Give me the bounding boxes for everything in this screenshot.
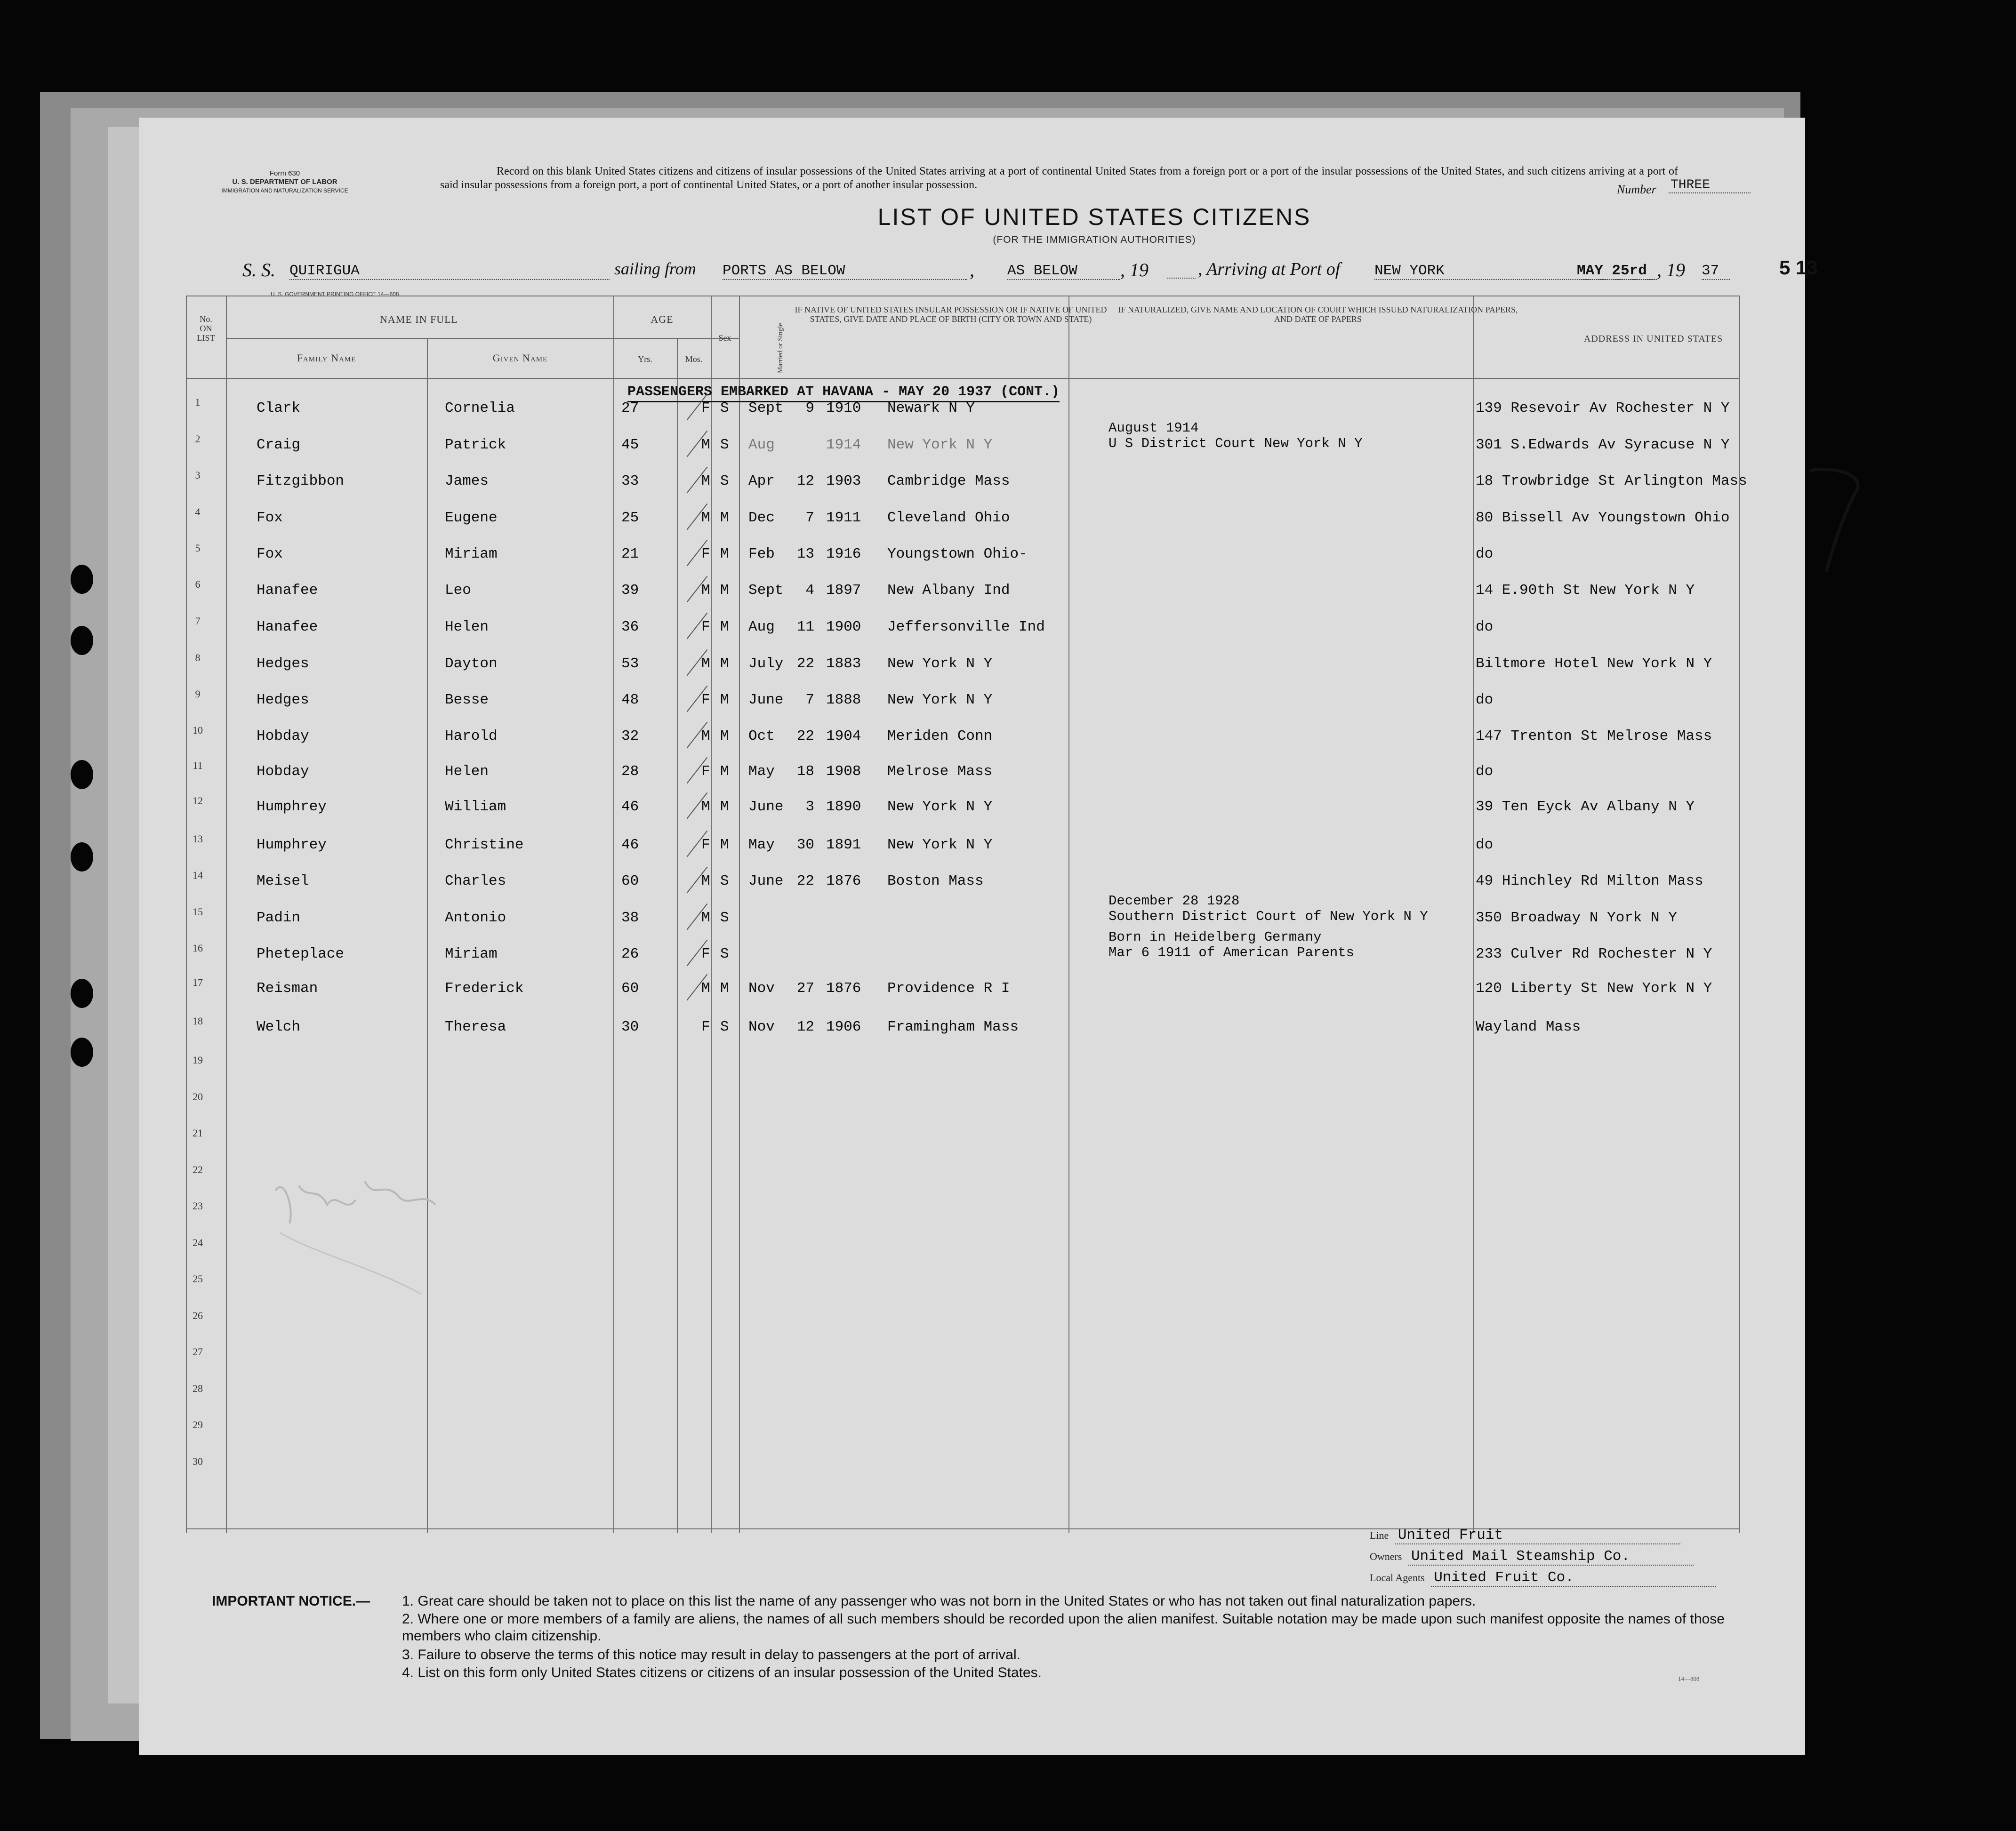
birth-month: Apr: [748, 473, 775, 489]
family-name: Hedges: [257, 692, 309, 708]
header-years: Yrs.: [638, 354, 652, 364]
age-years: 48: [621, 692, 639, 708]
naturalization-line-1: December 28 1928: [1108, 893, 1240, 909]
line-number: 2: [195, 433, 201, 445]
agents-field: [1370, 1569, 1716, 1587]
birth-month: Sept: [748, 582, 784, 599]
birth-place: Youngstown Ohio-: [887, 546, 1028, 562]
address: do: [1476, 837, 1494, 853]
married-single: M: [720, 692, 729, 708]
age-years: 28: [621, 763, 639, 780]
married-single: M: [720, 728, 729, 744]
sailing-label: sailing from: [614, 259, 696, 278]
notice-item-3: 3. Failure to observe the terms of this notice may result in delay to passengers at the port of arrival.: [402, 1647, 1020, 1663]
line-number: 7: [195, 615, 201, 627]
margin-pen-mark: [1807, 466, 1873, 574]
family-name: Humphrey: [257, 799, 327, 815]
arrival-year: 37: [1702, 263, 1730, 280]
given-name: Dayton: [445, 656, 498, 672]
birth-day: 7: [805, 510, 814, 526]
line-number: 12: [193, 795, 203, 807]
birth-month: Feb: [748, 546, 775, 562]
header-given-name: Given Name: [492, 352, 548, 364]
birth-month: Nov: [748, 980, 775, 997]
birth-place: New York N Y: [887, 437, 993, 453]
sex: M: [701, 656, 710, 672]
birth-day: 27: [796, 980, 814, 997]
line-number: 4: [195, 506, 201, 518]
birth-day: 30: [796, 837, 814, 853]
punch-hole: [71, 979, 93, 1008]
agents-label: Local Agents: [1370, 1572, 1425, 1583]
sex: M: [701, 799, 710, 815]
birth-place: Newark N Y: [887, 400, 975, 416]
birth-month: Oct: [748, 728, 775, 744]
table-row: [139, 469, 1805, 501]
table-row: [139, 542, 1805, 574]
birth-year: 1914: [826, 437, 861, 453]
table-row: [139, 1015, 1805, 1047]
header-no-on-list: No. ON LIST: [197, 314, 215, 343]
notice-item-4: 4. List on this form only United States citizens or citizens of an insular possession of the United States.: [402, 1665, 1042, 1680]
table-row: [139, 869, 1805, 901]
age-years: 26: [621, 946, 639, 962]
married-single: S: [720, 473, 729, 489]
birth-day: 22: [796, 728, 814, 744]
family-name: Hanafee: [257, 619, 318, 635]
married-single: S: [720, 946, 729, 962]
arrival-date: MAY 25rd: [1577, 263, 1657, 280]
address: 120 Liberty St New York N Y: [1476, 980, 1712, 997]
birth-month: June: [748, 692, 784, 708]
married-single: S: [720, 437, 729, 453]
line-number: 22: [193, 1163, 203, 1175]
birth-year: 1904: [826, 728, 861, 744]
line-number: 1: [195, 396, 201, 408]
line-number: 17: [193, 976, 203, 988]
sex: M: [701, 980, 710, 997]
married-single: M: [720, 799, 729, 815]
birth-month: July: [748, 656, 784, 672]
birth-place: Framingham Mass: [887, 1019, 1019, 1035]
notice-heading: IMPORTANT NOTICE.—: [212, 1593, 370, 1609]
table-row: [139, 976, 1805, 1008]
given-name: Miriam: [445, 946, 498, 962]
agents-value: United Fruit Co.: [1431, 1569, 1716, 1587]
birth-day: 22: [796, 873, 814, 889]
line-number: 27: [193, 1346, 203, 1358]
birth-year: 1916: [826, 546, 861, 562]
punch-hole: [71, 565, 93, 594]
sex: M: [701, 910, 710, 926]
form-number: Form 630: [269, 169, 300, 177]
line-number: 16: [193, 942, 203, 954]
header-name-in-full: NAME IN FULL: [380, 313, 458, 325]
table-row: [139, 652, 1805, 684]
table-row: [139, 760, 1805, 792]
family-name: Fox: [257, 546, 283, 562]
married-single: M: [720, 837, 729, 853]
given-name: Leo: [445, 582, 471, 599]
birth-month: Aug: [748, 619, 775, 635]
table-row: [139, 688, 1805, 720]
age-years: 36: [621, 619, 639, 635]
given-name: Harold: [445, 728, 498, 744]
owners-value: United Mail Steamship Co.: [1408, 1548, 1694, 1566]
given-name: Patrick: [445, 437, 506, 453]
table-row: [139, 396, 1805, 428]
sex: F: [701, 946, 710, 962]
address: do: [1476, 692, 1494, 708]
arrival-port: NEW YORK: [1374, 263, 1657, 280]
address: do: [1476, 619, 1494, 635]
address: 14 E.90th St New York N Y: [1476, 582, 1695, 599]
birth-day: 12: [796, 473, 814, 489]
birth-year: 1876: [826, 980, 861, 997]
number-label: Number: [1617, 183, 1656, 196]
line-number: 6: [195, 578, 201, 590]
birth-month: Sept: [748, 400, 784, 416]
family-name: Meisel: [257, 873, 309, 889]
given-name: Cornelia: [445, 400, 515, 416]
birth-place: New York N Y: [887, 656, 993, 672]
married-single: S: [720, 910, 729, 926]
birth-year: 1876: [826, 873, 861, 889]
table-row: [139, 724, 1805, 756]
age-years: 39: [621, 582, 639, 599]
line-number: 3: [195, 469, 201, 481]
line-number: 9: [195, 688, 201, 700]
given-name: Christine: [445, 837, 524, 853]
line-number: 25: [193, 1273, 203, 1285]
punch-hole: [71, 1038, 93, 1067]
sex: F: [701, 763, 710, 780]
sex: M: [701, 510, 710, 526]
header-age: AGE: [651, 313, 674, 325]
header-sex: Sex: [718, 333, 731, 343]
family-name: Hobday: [257, 763, 309, 780]
number-value: THREE: [1669, 178, 1751, 193]
owners-field: [1370, 1548, 1694, 1566]
address: 139 Resevoir Av Rochester N Y: [1476, 400, 1730, 416]
address: 18 Trowbridge St Arlington Mass: [1476, 473, 1747, 489]
sex: F: [701, 546, 710, 562]
header-months: Mos.: [685, 354, 703, 364]
married-single: M: [720, 546, 729, 562]
birth-place: Cambridge Mass: [887, 473, 1010, 489]
family-name: Welch: [257, 1019, 301, 1035]
age-years: 30: [621, 1019, 639, 1035]
address: Wayland Mass: [1476, 1019, 1581, 1035]
sailing-date: AS BELOW: [1007, 263, 1120, 280]
header-married-single: Married or Single: [777, 323, 784, 373]
family-name: Hanafee: [257, 582, 318, 599]
line-number: 23: [193, 1200, 203, 1212]
given-name: James: [445, 473, 489, 489]
table-row: [139, 615, 1805, 647]
given-name: Antonio: [445, 910, 506, 926]
line-number: 19: [193, 1054, 203, 1066]
age-years: 46: [621, 837, 639, 853]
birth-day: 4: [805, 582, 814, 599]
sailing-from: PORTS AS BELOW: [723, 263, 967, 280]
table-row: [139, 795, 1805, 827]
manifest-page: [139, 118, 1805, 1755]
line-number: 13: [193, 833, 203, 845]
naturalization-line-1: Born in Heidelberg Germany: [1108, 929, 1322, 945]
sex: F: [701, 1019, 710, 1035]
birth-year: 1910: [826, 400, 861, 416]
arrival-year-prefix: , 19: [1657, 259, 1685, 280]
birth-place: New Albany Ind: [887, 582, 1010, 599]
naturalization-line-2: Mar 6 1911 of American Parents: [1108, 945, 1355, 960]
family-name: Pheteplace: [257, 946, 345, 962]
married-single: S: [720, 1019, 729, 1035]
married-single: M: [720, 619, 729, 635]
ship-name: QUIRIGUA: [289, 263, 610, 280]
table-row: [139, 833, 1805, 865]
address: 350 Broadway N York N Y: [1476, 910, 1677, 926]
page-title: LIST OF UNITED STATES CITIZENS: [877, 204, 1311, 230]
sex: M: [701, 728, 710, 744]
header-address: ADDRESS IN UNITED STATES: [1583, 334, 1723, 344]
family-name: Humphrey: [257, 837, 327, 853]
address: 39 Ten Eyck Av Albany N Y: [1476, 799, 1695, 815]
married-single: M: [720, 582, 729, 599]
page-subtitle: (FOR THE IMMIGRATION AUTHORITIES): [993, 234, 1196, 245]
married-single: S: [720, 400, 729, 416]
ss-label: S. S.: [242, 259, 275, 280]
line-number: 20: [193, 1090, 203, 1103]
address: 233 Culver Rd Rochester N Y: [1476, 946, 1712, 962]
married-single: S: [720, 873, 729, 889]
arriving-label: , Arriving at Port of: [1198, 259, 1341, 279]
address: 301 S.Edwards Av Syracuse N Y: [1476, 437, 1730, 453]
sex: M: [701, 473, 710, 489]
birth-place: Boston Mass: [887, 873, 984, 889]
given-name: Frederick: [445, 980, 524, 997]
age-years: 33: [621, 473, 639, 489]
birth-day: 9: [805, 400, 814, 416]
family-name: Hobday: [257, 728, 309, 744]
section-heading: PASSENGERS EMBARKED AT HAVANA - MAY 20 1937 (CONT.): [627, 384, 1060, 402]
line-number: 29: [193, 1419, 203, 1431]
line-number: 14: [193, 869, 203, 881]
printing-office-note: U. S. GOVERNMENT PRINTING OFFICE 14—808: [271, 291, 399, 297]
family-name: Clark: [257, 400, 301, 416]
given-name: William: [445, 799, 506, 815]
family-name: Craig: [257, 437, 301, 453]
age-years: 46: [621, 799, 639, 815]
sex: M: [701, 582, 710, 599]
form-identifier: [177, 169, 393, 195]
sex: F: [701, 837, 710, 853]
sex: F: [701, 692, 710, 708]
line-number: 11: [193, 760, 203, 771]
line-field: [1370, 1527, 1680, 1544]
age-years: 60: [621, 980, 639, 997]
line-number: 24: [193, 1236, 203, 1248]
age-years: 32: [621, 728, 639, 744]
birth-month: May: [748, 837, 775, 853]
inspector-signature-stamp: [266, 1172, 464, 1313]
punch-hole: [71, 626, 93, 655]
married-single: M: [720, 510, 729, 526]
birth-day: 22: [796, 656, 814, 672]
age-years: 25: [621, 510, 639, 526]
header-naturalized: IF NATURALIZED, GIVE NAME AND LOCATION OF COURT WHICH ISSUED NATURALIZATION PAPERS, AND DATE OF PAPERS: [1118, 305, 1518, 324]
age-years: 27: [621, 400, 639, 416]
married-single: M: [720, 656, 729, 672]
address: 80 Bissell Av Youngstown Ohio: [1476, 510, 1730, 526]
birth-day: 7: [805, 692, 814, 708]
line-number: 28: [193, 1382, 203, 1394]
given-name: Helen: [445, 763, 489, 780]
married-single: M: [720, 763, 729, 780]
line-number: 26: [193, 1309, 203, 1321]
birth-place: New York N Y: [887, 692, 993, 708]
birth-place: Meriden Conn: [887, 728, 993, 744]
birth-place: New York N Y: [887, 799, 993, 815]
family-name: Reisman: [257, 980, 318, 997]
given-name: Besse: [445, 692, 489, 708]
birth-year: 1897: [826, 582, 861, 599]
birth-year: 1891: [826, 837, 861, 853]
family-name: Padin: [257, 910, 301, 926]
age-years: 53: [621, 656, 639, 672]
given-name: Eugene: [445, 510, 498, 526]
line-number: 21: [193, 1127, 203, 1139]
birth-place: Cleveland Ohio: [887, 510, 1010, 526]
table-row: [139, 420, 1805, 465]
family-name: Hedges: [257, 656, 309, 672]
family-name: Fitzgibbon: [257, 473, 345, 489]
sex: M: [701, 437, 710, 453]
address: Biltmore Hotel New York N Y: [1476, 656, 1712, 672]
given-name: Theresa: [445, 1019, 506, 1035]
year-prefix: , 19: [1120, 259, 1149, 280]
birth-month: Nov: [748, 1019, 775, 1035]
form-instructions: Record on this blank United States citizens and citizens of insular possessions of the United States arriving at a port of continental United States from a foreign port or a port of the insular possessions of the United States, and such citizens arriving at a port of said insular possessions from a foreign port, a port of continental United States, or a port of another insular possession.: [440, 165, 1678, 191]
line-value: United Fruit: [1395, 1527, 1680, 1544]
address: 147 Trenton St Melrose Mass: [1476, 728, 1712, 744]
birth-year: 1906: [826, 1019, 861, 1035]
given-name: Helen: [445, 619, 489, 635]
given-name: Miriam: [445, 546, 498, 562]
table-row: [139, 893, 1805, 938]
birth-month: Dec: [748, 510, 775, 526]
line-number: 5: [195, 542, 201, 554]
birth-month: June: [748, 799, 784, 815]
birth-month: Aug: [748, 437, 775, 453]
married-single: M: [720, 980, 729, 997]
notice-item-1: 1. Great care should be taken not to place on this list the name of any passenger who was not born in the United States or who has not taken out final naturalization papers.: [402, 1593, 1476, 1609]
line-number: 8: [195, 652, 201, 664]
sex: F: [701, 619, 710, 635]
line-number: 18: [193, 1015, 203, 1027]
address: 49 Hinchley Rd Milton Mass: [1476, 873, 1703, 889]
given-name: Charles: [445, 873, 506, 889]
age-years: 45: [621, 437, 639, 453]
header-native-birth: IF NATIVE OF UNITED STATES INSULAR POSSESSION OR IF NATIVE OF UNITED STATES, GIVE DATE AND PLACE OF BIRTH (CITY OR TOWN AND STATE): [795, 305, 1107, 324]
punch-hole: [71, 760, 93, 789]
birth-year: 1888: [826, 692, 861, 708]
birth-year: 1900: [826, 619, 861, 635]
birth-year: 1890: [826, 799, 861, 815]
birth-place: Melrose Mass: [887, 763, 993, 780]
comma: ,: [970, 259, 974, 280]
age-years: 60: [621, 873, 639, 889]
line-number: 15: [193, 906, 203, 918]
punch-hole: [71, 842, 93, 872]
age-years: 21: [621, 546, 639, 562]
table-row: [139, 578, 1805, 610]
family-name: Fox: [257, 510, 283, 526]
birth-day: 11: [796, 619, 814, 635]
sheet-number: 5 13: [1779, 256, 1818, 279]
address: do: [1476, 546, 1494, 562]
line-number: 30: [193, 1455, 203, 1467]
service-name: IMMIGRATION AND NATURALIZATION SERVICE: [221, 187, 348, 194]
birth-day: 18: [796, 763, 814, 780]
birth-year: 1883: [826, 656, 861, 672]
birth-place: New York N Y: [887, 837, 993, 853]
naturalization-line-2: Southern District Court of New York N Y: [1108, 909, 1428, 924]
owners-label: Owners: [1370, 1551, 1402, 1562]
header-family-name: Family Name: [297, 352, 356, 364]
table-row: [139, 506, 1805, 538]
line-label: Line: [1370, 1529, 1389, 1541]
naturalization-line-2: U S District Court New York N Y: [1108, 436, 1363, 451]
footer-code: 14—808: [1678, 1675, 1700, 1682]
sex: M: [701, 873, 710, 889]
table-row: [139, 929, 1805, 974]
birth-year: 1903: [826, 473, 861, 489]
birth-year: 1911: [826, 510, 861, 526]
birth-year: 1908: [826, 763, 861, 780]
department-name: U. S. DEPARTMENT OF LABOR: [232, 178, 337, 186]
sex: F: [701, 400, 710, 416]
birth-place: Providence R I: [887, 980, 1010, 997]
birth-month: June: [748, 873, 784, 889]
birth-day: 13: [796, 546, 814, 562]
notice-item-2: 2. Where one or more members of a family are aliens, the names of all such members should be recorded upon the alien manifest. Suitable notation may be made upon such manifest opposite the names of those members who claim citizenship.: [402, 1611, 1725, 1644]
birth-day: 3: [805, 799, 814, 815]
voyage-line: [139, 259, 1805, 282]
naturalization-line-1: August 1914: [1108, 420, 1199, 436]
age-years: 38: [621, 910, 639, 926]
birth-day: 12: [796, 1019, 814, 1035]
birth-place: Jeffersonville Ind: [887, 619, 1045, 635]
line-number: 10: [193, 724, 203, 736]
address: do: [1476, 763, 1494, 780]
birth-month: May: [748, 763, 775, 780]
